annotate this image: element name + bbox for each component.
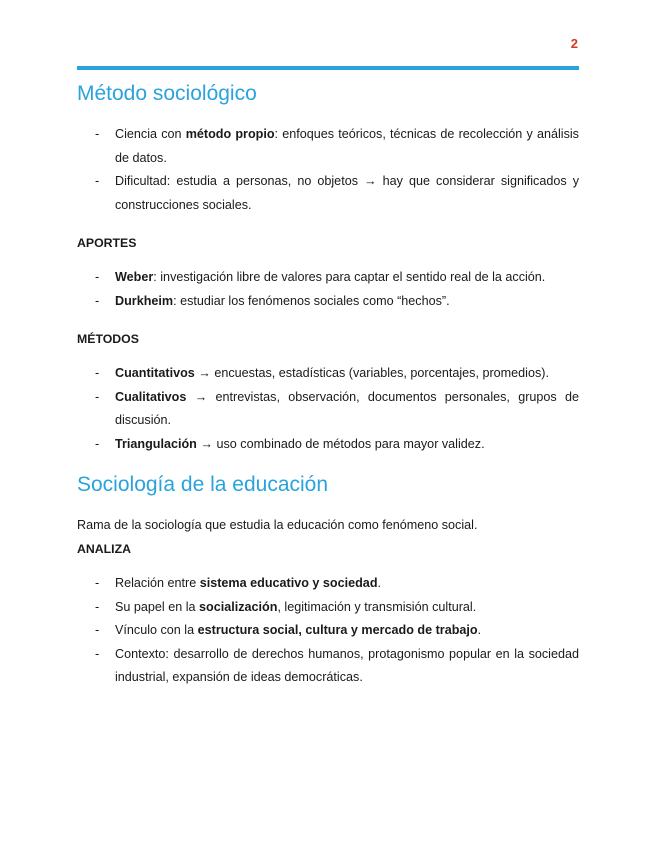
- list-item: - Weber: investigación libre de valores para captar el sentido real de la acción.: [77, 266, 579, 290]
- list-item: - Durkheim: estudiar los fenómenos sociales como “hechos”.: [77, 290, 579, 314]
- header-rule: [77, 66, 579, 70]
- list-item: - Su papel en la socialización, legitimación y transmisión cultural.: [77, 596, 579, 620]
- list-item: - Ciencia con método propio: enfoques teóricos, técnicas de recolección y análisis de datos.: [77, 123, 579, 170]
- list-item: - Contexto: desarrollo de derechos humanos, protagonismo popular en la sociedad industrial, expansión de ideas democráticas.: [77, 643, 579, 690]
- aportes-list: [77, 266, 579, 313]
- metodos-label: MÉTODOS: [77, 332, 139, 346]
- section-title-metodo: Método sociológico: [77, 82, 257, 105]
- page-number: 2: [570, 36, 578, 51]
- list-item: - Dificultad: estudia a personas, no objetos → hay que considerar significados y construcciones sociales.: [77, 170, 579, 217]
- document-body: [77, 79, 579, 690]
- aportes-label: APORTES: [77, 236, 137, 250]
- section-title-educacion: Sociología de la educación: [77, 473, 329, 496]
- list-item: - Vínculo con la estructura social, cultura y mercado de trabajo.: [77, 619, 579, 643]
- list-item: - Relación entre sistema educativo y sociedad.: [77, 572, 579, 596]
- list-item: - Cualitativos → entrevistas, observación, documentos personales, grupos de discusión.: [77, 386, 579, 433]
- section-metodo-sociologico: [77, 79, 579, 456]
- analiza-label: ANALIZA: [77, 542, 131, 556]
- metodos-list: [77, 362, 579, 456]
- list-item: - Triangulación → uso combinado de métodos para mayor validez.: [77, 433, 579, 457]
- metodo-bullet-list: [77, 123, 579, 217]
- section-sociologia-educacion: [77, 470, 579, 690]
- analiza-list: [77, 572, 579, 690]
- list-item: - Cuantitativos → encuestas, estadísticas (variables, porcentajes, promedios).: [77, 362, 579, 386]
- educacion-intro: Rama de la sociología que estudia la educación como fenómeno social.: [77, 518, 478, 532]
